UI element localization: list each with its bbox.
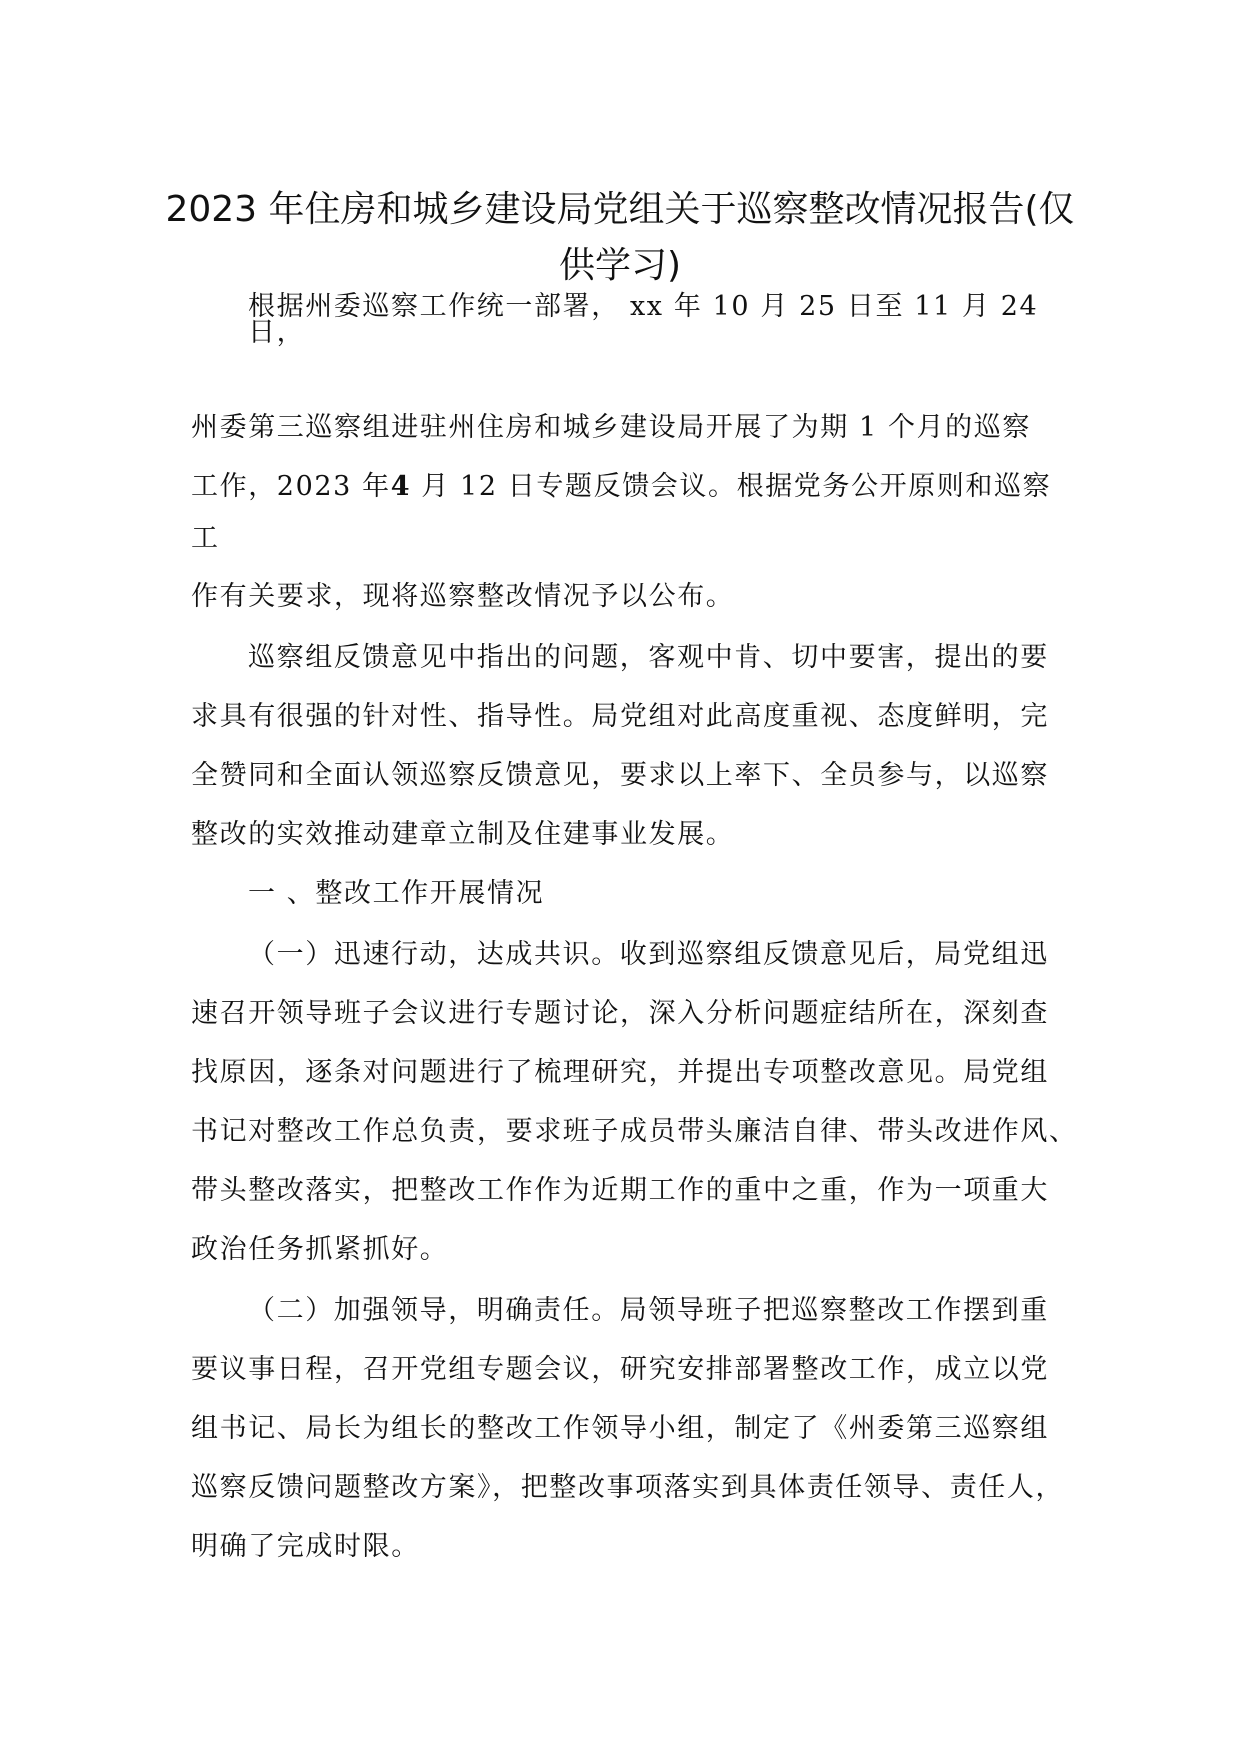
intro-line-2: 日，	[248, 317, 306, 348]
paragraph-2-line-1: （一）迅速行动，达成共识。收到巡察组反馈意见后，局党组迅	[248, 939, 1049, 970]
paragraph-2-line-2: 速召开领导班子会议进行专题讨论，深入分析问题症结所在，深刻查	[191, 998, 1049, 1029]
paragraph-1-line-3: 全赞同和全面认领巡察反馈意见，要求以上率下、全员参与，以巡察	[191, 760, 1049, 791]
intro-line-4-month: 4	[390, 471, 412, 502]
paragraph-3-line-5: 明确了完成时限。	[191, 1531, 420, 1562]
paragraph-1-line-4: 整改的实效推动建章立制及住建事业发展。	[191, 819, 735, 850]
intro-line-4-part-a: 工作，2023 年	[191, 471, 391, 502]
intro-line-4-part-c: 月 12 日专题反馈会议。根据党务公开原则和巡察	[411, 471, 1052, 502]
intro-line-5: 工	[191, 523, 220, 554]
paragraph-3-line-1: （二）加强领导，明确责任。局领导班子把巡察整改工作摆到重	[248, 1295, 1049, 1326]
paragraph-3-line-2: 要议事日程，召开党组专题会议，研究安排部署整改工作，成立以党	[191, 1354, 1049, 1385]
intro-line-1: 根据州委巡察工作统一部署， xx 年 10 月 25 日至 11 月 24	[248, 291, 1039, 322]
paragraph-2-line-5: 带头整改落实，把整改工作作为近期工作的重中之重，作为一项重大	[191, 1175, 1049, 1206]
title-line-1: 2023 年住房和城乡建设局党组关于巡察整改情况报告(仅	[165, 189, 1075, 230]
paragraph-1-line-1: 巡察组反馈意见中指出的问题，客观中肯、切中要害，提出的要	[248, 642, 1049, 673]
title-line-2: 供学习)	[558, 245, 682, 286]
paragraph-2-line-6: 政治任务抓紧抓好。	[191, 1234, 449, 1265]
document-title	[150, 182, 1090, 294]
paragraph-2-line-4: 书记对整改工作总负责，要求班子成员带头廉洁自律、带头改进作风、	[191, 1116, 1078, 1147]
intro-line-4	[191, 470, 1051, 504]
paragraph-3-line-4: 巡察反馈问题整改方案》，把整改事项落实到具体责任领导、责任人，	[191, 1472, 1065, 1503]
paragraph-1-line-2: 求具有很强的针对性、指导性。局党组对此高度重视、态度鲜明，完	[191, 701, 1049, 732]
paragraph-2-line-3: 找原因，逐条对问题进行了梳理研究，并提出专项整改意见。局党组	[191, 1057, 1049, 1088]
paragraph-3-line-3: 组书记、局长为组长的整改工作领导小组，制定了《州委第三巡察组	[191, 1413, 1049, 1444]
section-1-heading: 一 、整改工作开展情况	[248, 878, 545, 909]
intro-line-3: 州委第三巡察组进驻州住房和城乡建设局开展了为期 1 个月的巡察	[191, 412, 1031, 443]
intro-line-6: 作有关要求，现将巡察整改情况予以公布。	[191, 581, 735, 612]
